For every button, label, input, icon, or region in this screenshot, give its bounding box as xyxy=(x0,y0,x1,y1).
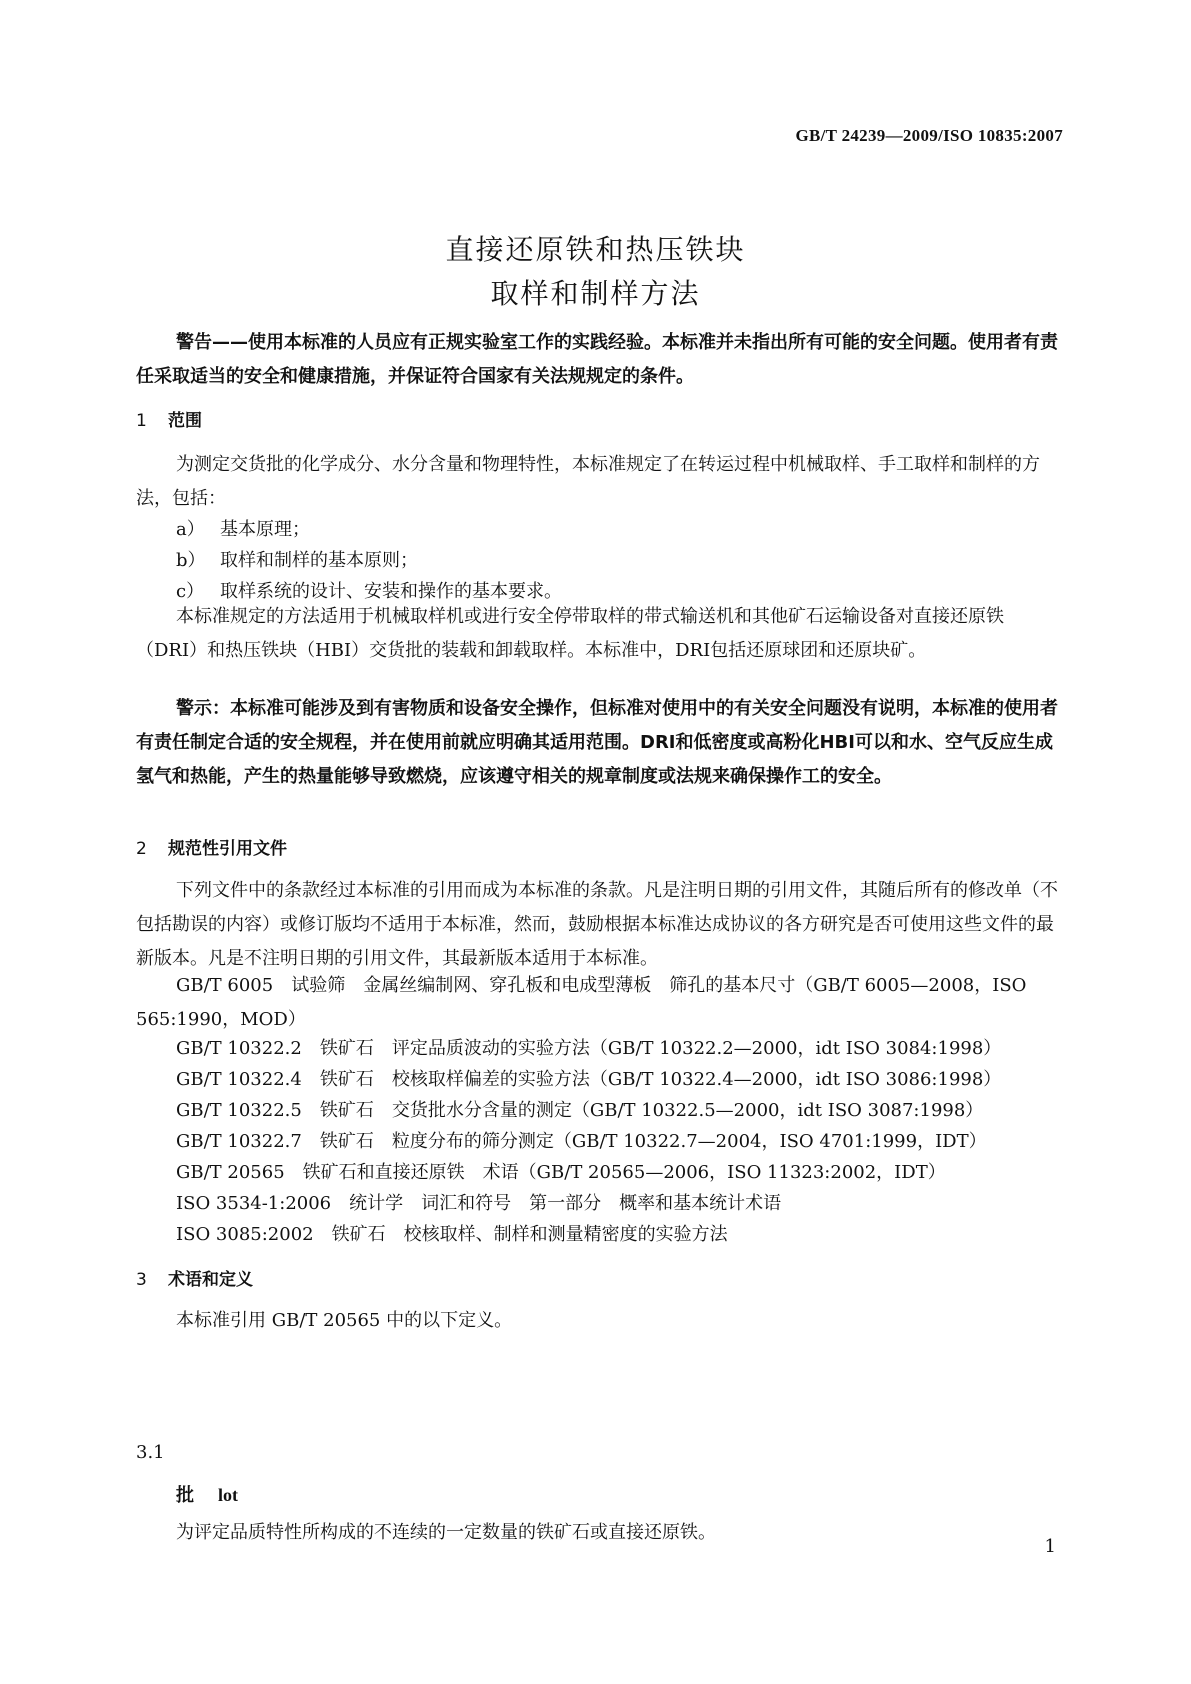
term-entry xyxy=(176,1481,238,1507)
caution-text: 警示：本标准可能涉及到有害物质和设备安全操作，但标准对使用中的有关安全问题没有说明，本标准的使用者有责任制定合适的安全规程，并在使用前就应明确其适用范围。DRI和低密度或高粉化HBI可以和水、空气反应生成氢气和热能，产生的热量能够导致燃烧，应该遵守相关的规章制度或法规来确保操作工的安全。 xyxy=(136,698,1058,787)
reference-item: GB/T 10322.2 铁矿石 评定品质波动的实验方法（GB/T 10322.2—2000，idt ISO 3084:1998） xyxy=(176,1038,1002,1059)
list-label: a） xyxy=(176,519,205,540)
list-label: c） xyxy=(176,581,205,602)
term-chinese: 批 xyxy=(176,1485,194,1506)
reference-item: ISO 3534-1:2006 统计学 词汇和符号 第一部分 概率和基本统计术语 xyxy=(176,1193,782,1214)
section-title: 术语和定义 xyxy=(168,1270,253,1290)
section-1-heading xyxy=(136,406,202,431)
section-2-intro xyxy=(136,874,1058,976)
section-number: 3 xyxy=(136,1270,147,1290)
page-number: 1 xyxy=(1044,1536,1056,1557)
warning-text: 警告——使用本标准的人员应有正规实验室工作的实践经验。本标准并未指出所有可能的安全问题。使用者有责任采取适当的安全和健康措施，并保证符合国家有关法规规定的条件。 xyxy=(136,332,1058,387)
term-number: 3.1 xyxy=(136,1442,165,1463)
list-item xyxy=(176,515,310,541)
list-text: 基本原理； xyxy=(220,519,310,540)
section-2-heading xyxy=(136,834,287,859)
reference-item: GB/T 20565 铁矿石和直接还原铁 术语（GB/T 20565—2006，ISO 11323:2002，IDT） xyxy=(176,1162,946,1183)
reference-item: GB/T 10322.7 铁矿石 粒度分布的筛分测定（GB/T 10322.7—2004，ISO 4701:1999，IDT） xyxy=(176,1131,987,1152)
section-number: 1 xyxy=(136,411,147,431)
section-title: 规范性引用文件 xyxy=(168,839,287,859)
scope-paragraph xyxy=(136,600,1058,668)
reference-item: GB/T 6005 试验筛 金属丝编制网、穿孔板和电成型薄板 筛孔的基本尺寸（GB/T 6005—2008，ISO 565:1990，MOD） xyxy=(136,975,1027,1030)
term-english: lot xyxy=(218,1485,238,1505)
section-number: 2 xyxy=(136,839,147,859)
list-item xyxy=(176,546,418,572)
paragraph: 下列文件中的条款经过本标准的引用而成为本标准的条款。凡是注明日期的引用文件，其随后所有的修改单（不包括勘误的内容）或修订版均不适用于本标准，然而，鼓励根据本标准达成协议的各方研究是否可使用这些文件的最新版本。凡是不注明日期的引用文件，其最新版本适用于本标准。 xyxy=(136,880,1058,969)
term-definition: 为评定品质特性所构成的不连续的一定数量的铁矿石或直接还原铁。 xyxy=(176,1522,716,1543)
title-line-2: 取样和制样方法 xyxy=(490,277,701,310)
list-label: b） xyxy=(176,550,206,571)
warning-paragraph xyxy=(136,326,1058,394)
standard-code: GB/T 24239—2009/ISO 10835:2007 xyxy=(795,126,1063,145)
paragraph: 为测定交货批的化学成分、水分含量和物理特性，本标准规定了在转运过程中机械取样、手工取样和制样的方法，包括： xyxy=(136,454,1040,509)
reference-item: ISO 3085:2002 铁矿石 校核取样、制样和测量精密度的实验方法 xyxy=(176,1224,728,1245)
section-3-heading xyxy=(136,1265,253,1290)
list-text: 取样和制样的基本原则； xyxy=(220,550,418,571)
reference-item: GB/T 10322.4 铁矿石 校核取样偏差的实验方法（GB/T 10322.4—2000，idt ISO 3086:1998） xyxy=(176,1069,1002,1090)
paragraph: 本标准规定的方法适用于机械取样机或进行安全停带取样的带式输送机和其他矿石运输设备对直接还原铁（DRI）和热压铁块（HBI）交货批的装载和卸载取样。本标准中，DRI包括还原球团和还原块矿。 xyxy=(136,606,1004,661)
reference-item: GB/T 10322.5 铁矿石 交货批水分含量的测定（GB/T 10322.5—2000，idt ISO 3087:1998） xyxy=(176,1100,984,1121)
list-text: 取样系统的设计、安装和操作的基本要求。 xyxy=(220,581,562,602)
section-3-intro: 本标准引用 GB/T 20565 中的以下定义。 xyxy=(176,1310,513,1331)
section-title: 范围 xyxy=(168,411,202,431)
caution-paragraph xyxy=(136,692,1058,794)
title-line-1: 直接还原铁和热压铁块 xyxy=(445,233,746,266)
section-1-intro xyxy=(136,448,1058,516)
